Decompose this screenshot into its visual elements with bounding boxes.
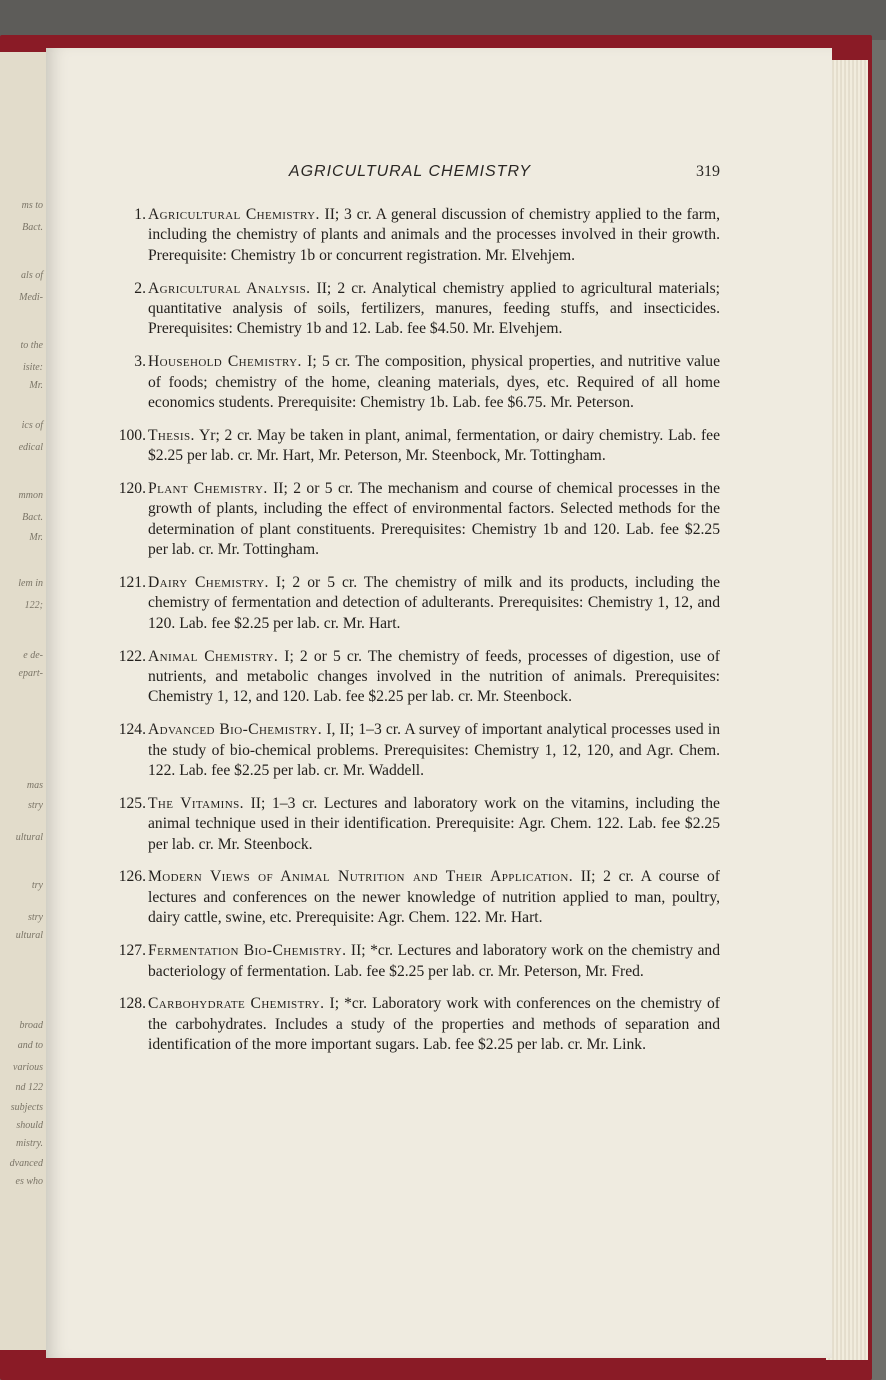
course-details: II; 2 or 5 cr. The mechanism and course of chemical processes in the growth of plants, including the effect of environmental factors. Selected methods for the determination of plant constituents. Prerequisites: Chemistry 1b and 120. Lab. fee $2.25 per lab. cr. Mr. Tottingham. <box>148 480 720 559</box>
course-number: 122. <box>118 647 146 665</box>
left-page-fragment: mmon <box>18 490 43 501</box>
left-page-fragment: ultural <box>15 832 43 843</box>
course-entry <box>100 720 720 781</box>
course-entry <box>100 479 720 561</box>
course-title: Thesis. <box>148 426 195 444</box>
left-page-fragment: and to <box>17 1040 43 1051</box>
course-title: Modern Views of Animal Nutrition and Their Application. <box>148 868 574 886</box>
course-title: Fermentation Bio-Chemistry. <box>148 942 347 960</box>
left-page-fragment: to the <box>20 340 43 351</box>
course-details: II; 1–3 cr. Lectures and laboratory work on the vitamins, including the animal technique used in their identification. Prerequisite: Agr. Chem. 122. Lab. fee $2.25 per lab. cr. Mr. Steenbock. <box>148 794 720 853</box>
course-number: 127. <box>118 942 146 960</box>
course-entry <box>100 794 720 855</box>
left-page-fragment: ultural <box>15 930 43 941</box>
course-details: II; *cr. Lectures and laboratory work on the chemistry and bacteriology of fermentation. Lab. fee $2.25 per lab. cr. Mr. Peterson, Mr. Fred. <box>148 942 720 980</box>
course-number: 1. <box>134 206 146 223</box>
course-entry <box>100 279 720 340</box>
left-page-fragment: Bact. <box>22 512 43 523</box>
course-entry <box>100 426 720 467</box>
left-page-fragment: broad <box>19 1020 43 1031</box>
course-number: 125. <box>118 794 146 812</box>
course-description <box>148 426 720 467</box>
course-title: The Vitamins. <box>148 794 244 812</box>
course-description <box>148 479 720 561</box>
course-title: Carbohydrate Chemistry. <box>148 995 325 1013</box>
left-page-fragment: ms to <box>21 200 43 211</box>
course-number: 124. <box>118 721 146 739</box>
course-title: Household Chemistry. <box>148 353 302 371</box>
course-title: Advanced Bio-Chemistry. <box>148 721 323 739</box>
course-number: 128. <box>118 995 146 1013</box>
course-details: II; 2 cr. A course of lectures and conferences on the newer knowledge of nutrition applied to man, poultry, dairy cattle, swine, etc. Prerequisite: Agr. Chem. 122. Mr. Hart. <box>148 868 721 927</box>
left-page-fragment: try <box>31 880 43 891</box>
left-page-fragment: Mr. <box>29 532 43 543</box>
page-header <box>100 163 720 187</box>
left-page-fragment: als of <box>21 270 43 281</box>
course-entry <box>100 352 720 413</box>
left-page-fragment: edical <box>18 442 43 453</box>
course-entry <box>100 573 720 634</box>
course-number: 126. <box>118 868 146 886</box>
course-details: I; 2 or 5 cr. The chemistry of feeds, processes of digestion, use of nutrients, and metabolic changes involved in the nutrition of animals. Prerequisites: Chemistry 1, 12, and 120. Lab. fee $2.25 per lab. cr. Mr. Steenbock. <box>148 647 720 706</box>
running-title: AGRICULTURAL CHEMISTRY <box>288 163 532 180</box>
course-title: Plant Chemistry. <box>148 480 268 498</box>
left-page-fragment: dvanced <box>9 1158 43 1169</box>
left-page-fragment: various <box>13 1062 43 1073</box>
left-page-fragment: ics of <box>21 420 43 431</box>
left-page-fragment: subjects <box>10 1102 43 1113</box>
left-page-fragment: stry <box>28 912 43 923</box>
course-description <box>148 352 720 413</box>
course-entry <box>100 941 720 982</box>
course-details: I; *cr. Laboratory work with conferences on the chemistry of the carbohydrates. Includes a study of the properties and methods of separation and identification of the more important sugars. Lab. fee $2.25 per lab. cr. Mr. Link. <box>148 995 721 1054</box>
course-entry <box>100 867 720 928</box>
course-title: Agricultural Analysis. <box>148 279 311 297</box>
course-details: Yr; 2 cr. May be taken in plant, animal, fermentation, or dairy chemistry. Lab. fee $2.25 per lab. cr. Mr. Hart, Mr. Peterson, Mr. Steenbock, Mr. Tottingham. <box>148 426 721 465</box>
course-description <box>148 941 720 982</box>
course-description <box>148 205 720 266</box>
course-title: Animal Chemistry. <box>148 647 279 665</box>
course-number: 3. <box>134 353 146 371</box>
left-page-fragment: nd 122 <box>15 1082 43 1093</box>
page-number: 319 <box>696 163 720 180</box>
left-page-fragment: mas <box>26 780 43 791</box>
left-page-fragment: stry <box>28 800 43 811</box>
course-description <box>148 794 720 855</box>
left-page-fragment: Mr. <box>29 380 43 391</box>
course-details: II; 2 cr. Analytical chemistry applied to agricultural materials; quantitative analysis of soils, fertilizers, manures, feeding stuffs, and insecticides. Prerequisites: Chemistry 1b and 12. Lab. fee $4.50. Mr. Elvehjem. <box>148 279 720 338</box>
left-page-fragment: isite: <box>23 362 43 373</box>
course-description <box>148 994 720 1055</box>
course-number: 120. <box>118 480 146 498</box>
course-number: 2. <box>134 279 146 297</box>
background <box>0 0 886 40</box>
page-edges <box>826 60 868 1360</box>
course-number: 121. <box>118 574 146 592</box>
left-page-fragment: es who <box>15 1176 43 1187</box>
left-page-fragment: 122; <box>24 600 43 611</box>
course-details: I; 5 cr. The composition, physical properties, and nutritive value of foods; chemistry of the home, cleaning materials, dyes, etc. Required of all home economics students. Prerequisite: Chemistry 1b. Lab. fee $6.75. Mr. Peterson. <box>148 353 720 412</box>
course-entry <box>100 205 720 266</box>
course-description <box>148 573 720 634</box>
course-description <box>148 647 720 708</box>
course-description <box>148 720 720 781</box>
course-details: I, II; 1–3 cr. A survey of important analytical processes used in the study of bio-chemical problems. Prerequisites: Chemistry 1, 12, 120, and Agr. Chem. 122. Lab. fee $2.25 per lab. cr. Mr. Waddell. <box>148 721 721 780</box>
course-description <box>148 867 720 928</box>
left-page-edge <box>0 52 47 1350</box>
left-page-fragment: epart- <box>18 668 43 679</box>
course-entry <box>100 994 720 1055</box>
left-page-fragment: mistry. <box>16 1138 43 1149</box>
course-number: 100. <box>118 426 146 444</box>
left-page-fragment: Bact. <box>22 222 43 233</box>
left-page-fragment: Medi- <box>19 292 43 303</box>
course-details: I; 2 or 5 cr. The chemistry of milk and its products, including the chemistry of fermentation and detection of adulterants. Prerequisites: Chemistry 1, 12, and 120. Lab. fee $2.25 per lab. cr. Mr. Hart. <box>148 574 721 632</box>
left-page-fragment: should <box>16 1120 43 1131</box>
course-title: Agricultural Chemistry. <box>148 206 320 223</box>
course-list <box>100 205 720 1068</box>
left-page-fragment: e de- <box>23 650 43 661</box>
course-title: Dairy Chemistry. <box>148 574 269 592</box>
course-description <box>148 279 720 340</box>
left-page-fragment: lem in <box>18 578 43 589</box>
course-details: II; 3 cr. A general discussion of chemistry applied to the farm, including the chemistry of plants and animals and the processes involved in their growth. Prerequisite: Chemistry 1b or concurrent registration. Mr. Elvehjem. <box>148 206 720 264</box>
course-entry <box>100 647 720 708</box>
